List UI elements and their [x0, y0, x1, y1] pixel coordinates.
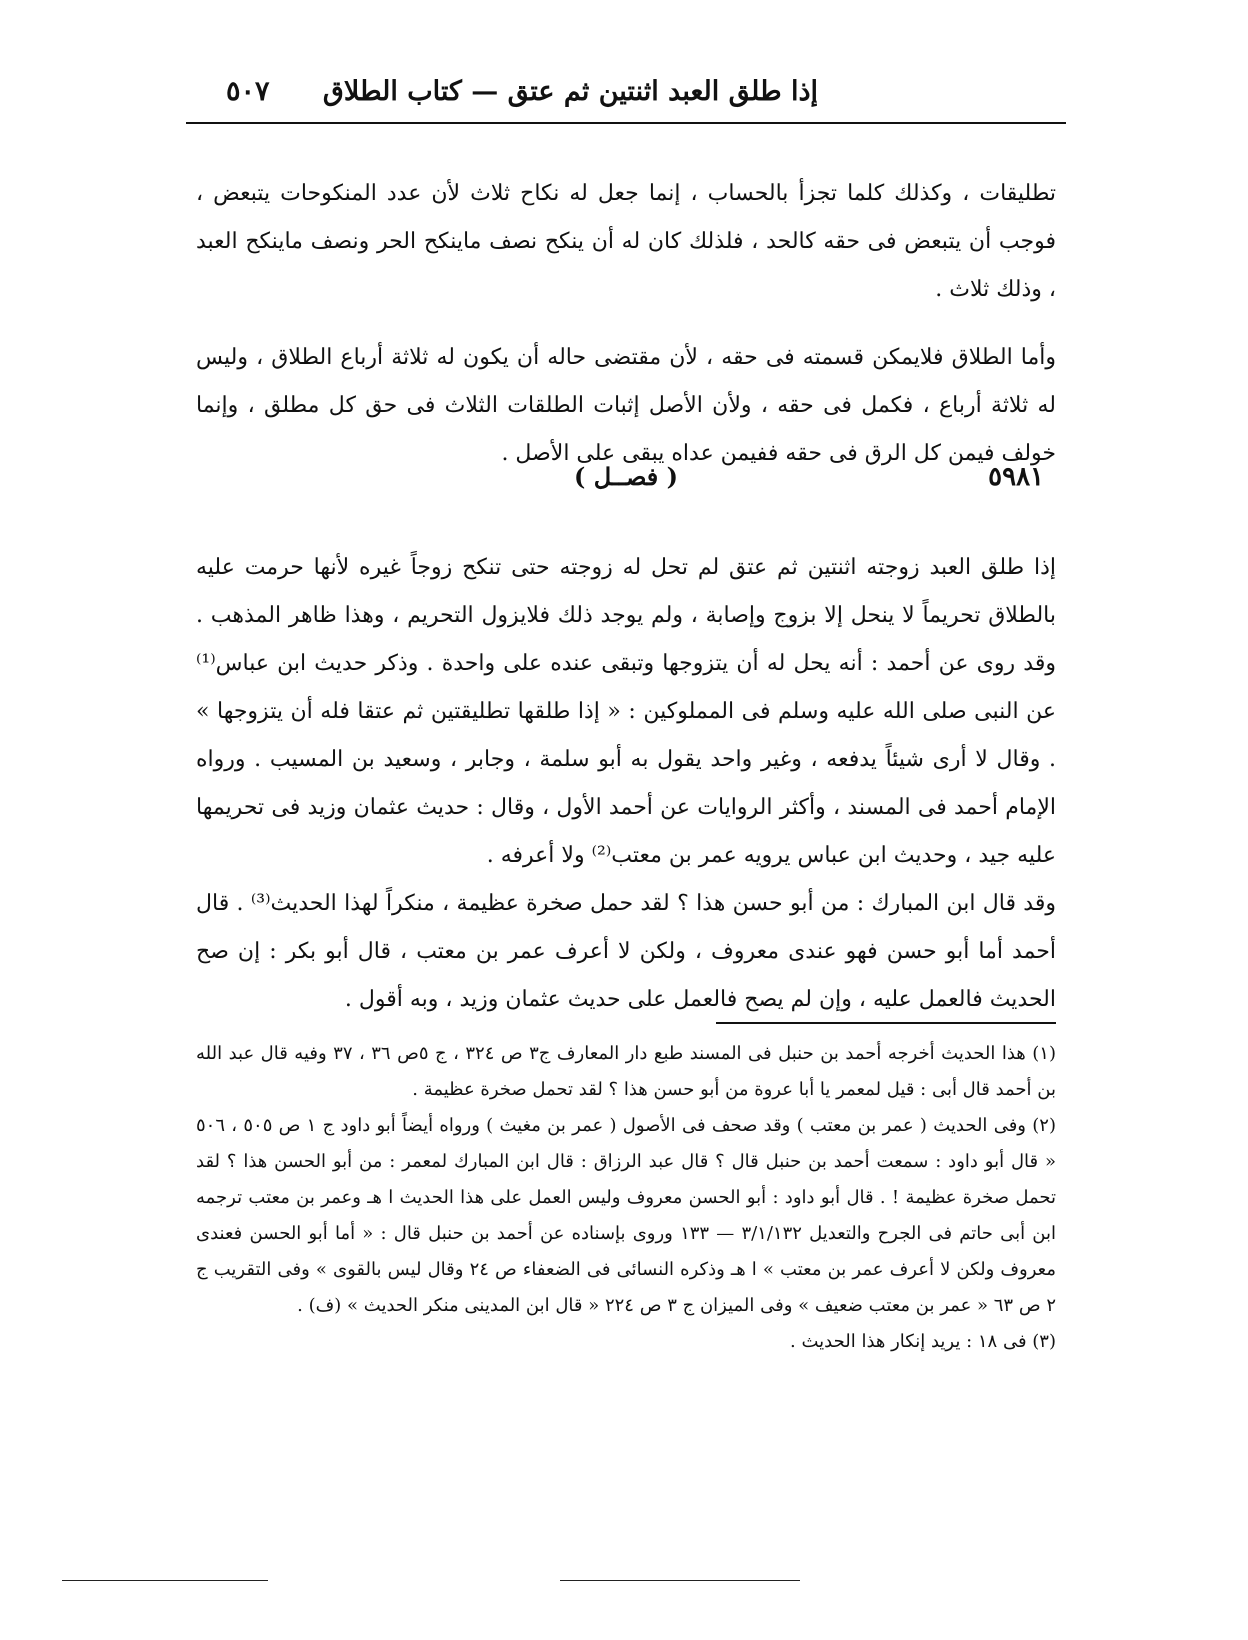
section-number: ٥٩٨١	[988, 462, 1044, 492]
bottom-rule-left	[62, 1580, 268, 1581]
header-title: إذا طلق العبد اثنتين ثم عتق — كتاب الطلاق	[322, 76, 818, 107]
paragraph-2: وأما الطلاق فلايمكن قسمته فى حقه ، لأن مقتضى حاله أن يكون له ثلاثة أرباع الطلاق ، وليس له ثلاثة أرباع ، فكمل فى حقه ، ولأن الأصل إثبات الطلقات الثلاث فى حق كل مطلق ، وإنما خولف فيمن كل الرق فى حقه ففيمن عداه يبقى على الأصل .	[196, 345, 1056, 466]
paragraph-1: تطليقات ، وكذلك كلما تجزأ بالحساب ، إنما جعل له نكاح ثلاث لأن عدد المنكوحات يتبعض ، فوجب أن يتبعض فى حقه كالحد ، فلذلك كان له أن ينكح نصف ماينكح الحر ونصف ماينكح العبد ، وذلك ثلاث .	[196, 181, 1056, 302]
footnote-separator	[716, 1022, 1056, 1024]
header-rule	[186, 122, 1066, 124]
footnotes	[196, 1036, 1056, 1360]
paragraph-3: إذا طلق العبد زوجته اثنتين ثم عتق لم تحل له زوجته حتى تنكح زوجاً غيره لأنها حرمت عليه بالطلاق تحريماً لا ينحل إلا بزوج وإصابة ، ولم يوجد ذلك فلايزول التحريم ، وهذا ظاهر المذهب . وقد روى عن أحمد : أنه يحل له أن يتزوجها وتبقى عنده على واحدة . وذكر حديث ابن عباس⁽¹⁾ عن النبى صلى الله عليه وسلم فى المملوكين : « إذا طلقها تطليقتين ثم عتقا فله أن يتزوجها » . وقال لا أرى شيئاً يدفعه ، وغير واحد يقول به أبو سلمة ، وجابر ، وسعيد بن المسيب . ورواه الإمام أحمد فى المسند ، وأكثر الروايات عن أحمد الأول ، وقال : حديث عثمان وزيد فى تحريمها عليه جيد ، وحديث ابن عباس يرويه عمر بن معتب⁽²⁾ ولا أعرفه .	[196, 555, 1056, 868]
paragraph-4: وقد قال ابن المبارك : من أبو حسن هذا ؟ لقد حمل صخرة عظيمة ، منكراً لهذا الحديث⁽³⁾ . قال أحمد أما أبو حسن فهو عندى معروف ، ولكن لا أعرف عمر بن معتب ، قال أبو بكر : إن صح الحديث فالعمل عليه ، وإن لم يصح فالعمل على حديث عثمان وزيد ، وبه أقول .	[196, 891, 1056, 1012]
footnote-2: (٢) وفى الحديث ( عمر بن معتب ) وقد صحف فى الأصول ( عمر بن مغيث ) ورواه أيضاً أبو داود ج ١ ص ٥٠٥ ، ٥٠٦ « قال أبو داود : سمعت أحمد بن حنبل قال ؟ قال عبد الرزاق : قال ابن المبارك لمعمر : من أبو الحسن هذا ؟ لقد تحمل صخرة عظيمة ! . قال أبو داود : أبو الحسن معروف وليس العمل على هذا الحديث ا هـ وعمر بن معتب ترجمه ابن أبى حاتم فى الجرح والتعديل ٣/١/١٣٢ — ١٣٣ وروى بإسناده عن أحمد بن حنبل قال : « أما أبو الحسن فعندى معروف ولكن لا أعرف عمر بن معتب » ا هـ وذكره النسائى فى الضعفاء ص ٢٤ وقال ليس بالقوى » وفى التقريب ج ٢ ص ٦٣ « عمر بن معتب ضعيف » وفى الميزان ج ٣ ص ٢٢٤ « قال ابن المدينى منكر الحديث » (ف) .	[196, 1115, 1057, 1316]
footnote-1: (١) هذا الحديث أخرجه أحمد بن حنبل فى المسند طبع دار المعارف ج٣ ص ٣٢٤ ، ج ٥ص ٣٦ ، ٣٧ وفيه قال عبد الله بن أحمد قال أبى : قيل لمعمر يا أبا عروة من أبو حسن هذا ؟ لقد تحمل صخرة عظيمة .	[196, 1043, 1056, 1100]
page-number: ٥٠٧	[226, 76, 270, 107]
section-title: ( فصــل )	[574, 462, 678, 491]
section-heading	[196, 462, 1056, 506]
running-header	[186, 72, 1066, 120]
footnote-3: (٣) فى ١٨ : يريد إنكار هذا الحديث .	[790, 1331, 1056, 1352]
bottom-rule-right	[560, 1580, 800, 1581]
